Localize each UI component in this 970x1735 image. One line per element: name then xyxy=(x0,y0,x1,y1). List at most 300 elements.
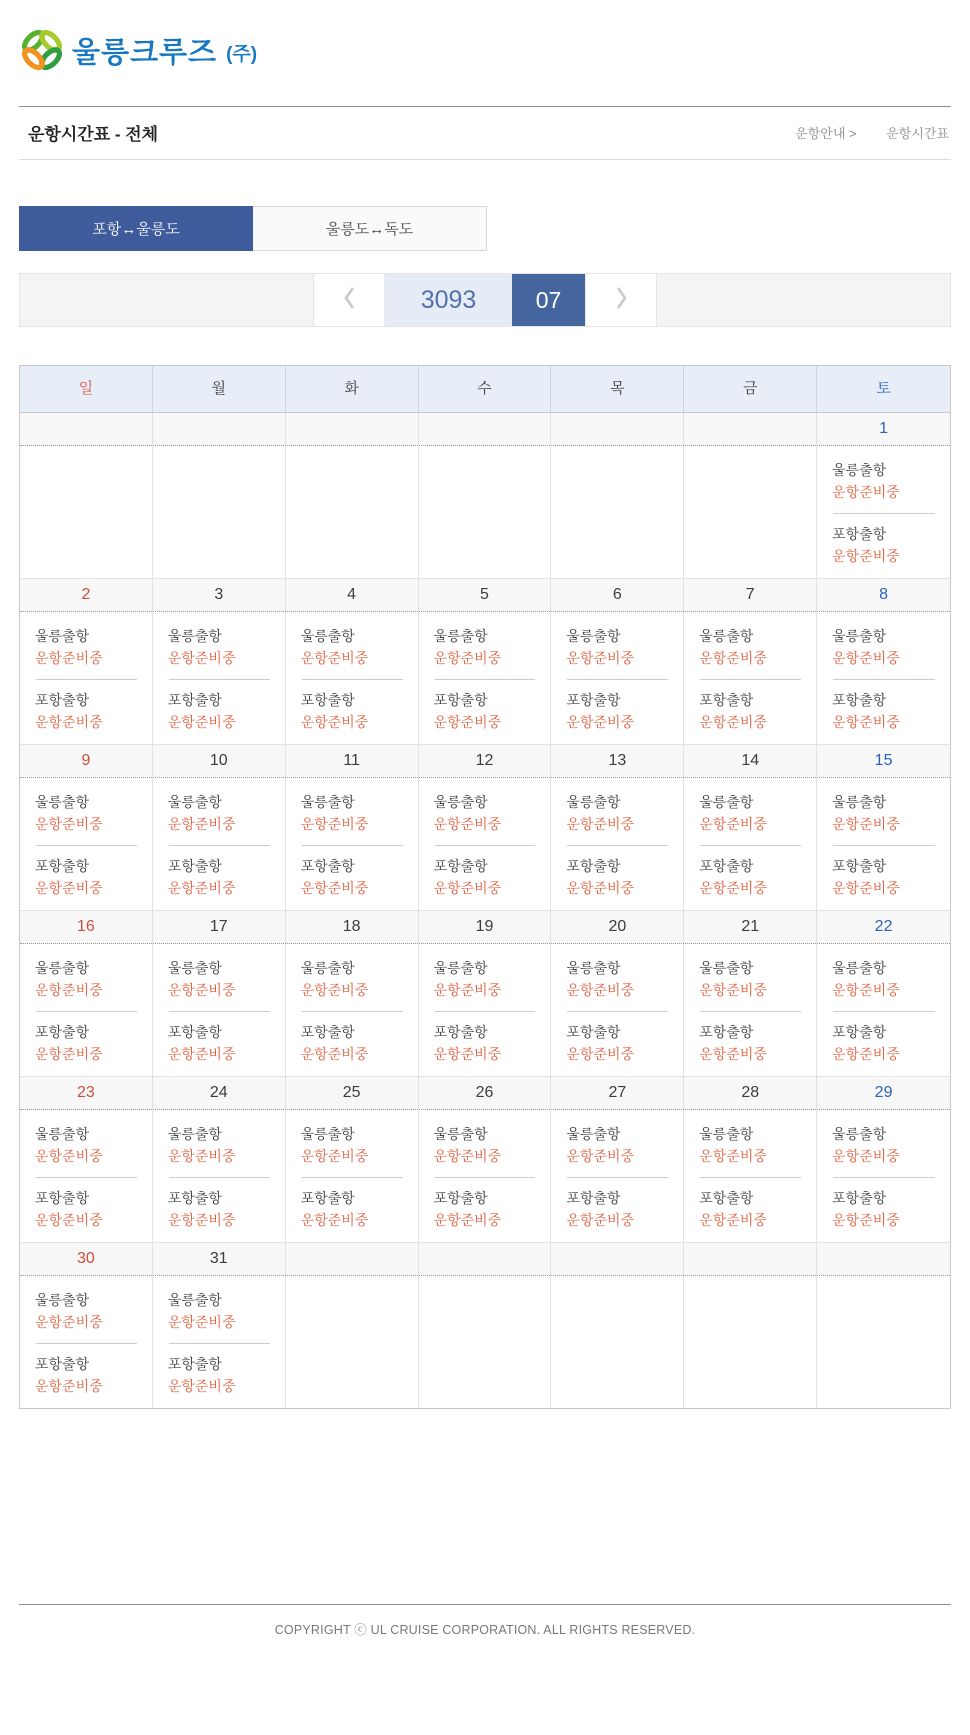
date-number-6: 6 xyxy=(551,579,684,611)
weekday-header-1: 월 xyxy=(153,366,286,412)
departure-label: 포항출항 xyxy=(35,1024,90,1040)
departure-label: 울릉출항 xyxy=(167,628,222,644)
schedule-entry xyxy=(832,691,942,732)
entry-divider xyxy=(169,1343,270,1344)
schedule-entry xyxy=(699,691,808,732)
date-empty xyxy=(20,413,153,445)
schedule-entry xyxy=(699,1023,808,1064)
day-cell-empty xyxy=(419,446,552,578)
pager-month: 07 xyxy=(512,274,585,326)
status-label: 운항준비중 xyxy=(35,1314,103,1330)
entry-divider xyxy=(36,1011,137,1012)
day-cell-16 xyxy=(20,944,153,1076)
departure-label: 울릉출항 xyxy=(832,628,887,644)
departure-label: 포항출항 xyxy=(832,526,887,542)
departure-label: 울릉출항 xyxy=(566,794,621,810)
entry-divider xyxy=(833,845,935,846)
brand-logo[interactable] xyxy=(19,0,951,73)
route-tabs xyxy=(19,206,951,251)
date-number-24: 24 xyxy=(153,1077,286,1109)
day-cell-8 xyxy=(817,612,950,744)
status-label: 운항준비중 xyxy=(300,816,369,832)
day-cell-11 xyxy=(286,778,419,910)
entry-divider xyxy=(302,1011,403,1012)
status-label: 운항준비중 xyxy=(566,714,635,730)
status-label: 운항준비중 xyxy=(566,650,635,666)
date-number-2: 2 xyxy=(20,579,153,611)
schedule-entry xyxy=(699,959,808,1000)
entry-divider xyxy=(833,1177,935,1178)
schedule-entry xyxy=(301,793,410,834)
departure-label: 울릉출항 xyxy=(832,1126,887,1142)
weekday-header-5: 금 xyxy=(684,366,817,412)
entry-divider xyxy=(435,679,536,680)
departure-label: 포항출항 xyxy=(167,1356,222,1372)
day-cell-empty xyxy=(684,1276,817,1408)
date-number-1: 1 xyxy=(879,420,889,437)
status-label: 운항준비중 xyxy=(300,880,369,896)
departure-label: 울릉출항 xyxy=(433,960,488,976)
departure-label: 울릉출항 xyxy=(832,794,887,810)
status-label: 운항준비중 xyxy=(300,650,369,666)
departure-label: 울릉출항 xyxy=(300,960,355,976)
departure-label: 포항출항 xyxy=(566,1024,621,1040)
departure-label: 포항출항 xyxy=(167,1190,222,1206)
entry-divider xyxy=(435,1011,536,1012)
departure-label: 울릉출항 xyxy=(35,1126,90,1142)
schedule-entry xyxy=(832,627,942,668)
status-label: 운항준비중 xyxy=(300,714,369,730)
schedule-entry xyxy=(301,1125,410,1166)
status-label: 운항준비중 xyxy=(167,1378,236,1394)
status-label: 운항준비중 xyxy=(35,816,103,832)
entry-divider xyxy=(700,845,801,846)
schedule-entry xyxy=(168,1125,277,1166)
status-label: 운항준비중 xyxy=(433,650,502,666)
date-empty xyxy=(684,1243,817,1275)
date-number-10: 10 xyxy=(153,745,286,777)
day-cell-empty xyxy=(817,1276,950,1408)
status-label: 운항준비중 xyxy=(832,1212,900,1228)
status-label: 운항준비중 xyxy=(300,1148,369,1164)
day-cell-10 xyxy=(153,778,286,910)
departure-label: 울릉출항 xyxy=(566,628,621,644)
breadcrumb-current[interactable]: 운항시간표 xyxy=(886,126,949,141)
schedule-entry xyxy=(566,959,675,1000)
day-cell-21 xyxy=(684,944,817,1076)
weekday-header-3: 수 xyxy=(419,366,552,412)
departure-label: 울릉출항 xyxy=(167,1292,222,1308)
departure-label: 포항출항 xyxy=(832,858,887,874)
departure-label: 울릉출항 xyxy=(433,794,488,810)
status-label: 운항준비중 xyxy=(699,880,767,896)
date-number-28: 28 xyxy=(684,1077,817,1109)
schedule-entry xyxy=(168,959,277,1000)
next-month-button[interactable] xyxy=(585,274,657,326)
schedule-entry xyxy=(168,793,277,834)
date-empty xyxy=(286,1243,419,1275)
status-label: 운항준비중 xyxy=(167,1046,236,1062)
schedule-entry xyxy=(35,1023,144,1064)
day-cell-27 xyxy=(551,1110,684,1242)
day-cell-empty xyxy=(419,1276,552,1408)
date-number-8: 8 xyxy=(879,586,889,603)
day-cell-14 xyxy=(684,778,817,910)
schedule-entry xyxy=(35,1125,144,1166)
status-label: 운항준비중 xyxy=(433,1046,502,1062)
departure-label: 울릉출항 xyxy=(699,794,754,810)
weekday-header-0: 일 xyxy=(20,366,153,412)
schedule-entry xyxy=(566,793,675,834)
departure-label: 울릉출항 xyxy=(433,628,488,644)
day-cell-empty xyxy=(684,446,817,578)
date-number-20: 20 xyxy=(551,911,684,943)
departure-label: 울릉출항 xyxy=(35,794,90,810)
schedule-entry xyxy=(566,1125,675,1166)
date-number-16: 16 xyxy=(20,911,153,943)
status-label: 운항준비중 xyxy=(832,982,900,998)
entry-divider xyxy=(567,1177,668,1178)
day-cell-4 xyxy=(286,612,419,744)
status-label: 운항준비중 xyxy=(699,1212,767,1228)
status-label: 운항준비중 xyxy=(433,1212,502,1228)
schedule-entry xyxy=(699,857,808,898)
status-label: 운항준비중 xyxy=(35,1378,103,1394)
day-cell-19 xyxy=(419,944,552,1076)
departure-label: 포항출항 xyxy=(566,1190,621,1206)
status-label: 운항준비중 xyxy=(566,1148,635,1164)
entry-divider xyxy=(700,1011,801,1012)
status-label: 운항준비중 xyxy=(699,982,767,998)
entry-divider xyxy=(435,1177,536,1178)
date-number-11: 11 xyxy=(286,745,419,777)
day-cell-23 xyxy=(20,1110,153,1242)
entry-divider xyxy=(302,845,403,846)
date-empty xyxy=(684,413,817,445)
departure-label: 포항출항 xyxy=(35,858,90,874)
schedule-entry xyxy=(434,857,543,898)
departure-label: 포항출항 xyxy=(433,1024,488,1040)
schedule-entry xyxy=(699,1189,808,1230)
schedule-entry xyxy=(301,627,410,668)
departure-label: 울릉출항 xyxy=(699,628,754,644)
status-label: 운항준비중 xyxy=(699,1046,767,1062)
schedule-entry xyxy=(566,627,675,668)
date-number-22: 22 xyxy=(874,918,893,935)
departure-label: 포항출항 xyxy=(566,858,621,874)
departure-label: 울릉출항 xyxy=(699,960,754,976)
status-label: 운항준비중 xyxy=(699,650,767,666)
status-label: 운항준비중 xyxy=(433,714,502,730)
entry-divider xyxy=(169,1011,270,1012)
departure-label: 포항출항 xyxy=(699,1024,754,1040)
schedule-entry xyxy=(434,1125,543,1166)
schedule-entry xyxy=(832,1189,942,1230)
schedule-entry xyxy=(35,793,144,834)
status-label: 운항준비중 xyxy=(433,1148,502,1164)
date-empty xyxy=(551,1243,684,1275)
flower-pinwheel-icon xyxy=(19,27,65,73)
schedule-entry xyxy=(699,793,808,834)
status-label: 운항준비중 xyxy=(35,1148,103,1164)
page-footer xyxy=(0,1604,970,1735)
departure-label: 포항출항 xyxy=(35,1190,90,1206)
date-number-4: 4 xyxy=(286,579,419,611)
departure-label: 포항출항 xyxy=(832,1190,887,1206)
tab-ulleungdo-dokdo[interactable]: 울릉도↔독도 xyxy=(253,206,487,251)
chevron-left-icon xyxy=(342,285,357,316)
schedule-entry xyxy=(566,691,675,732)
entry-divider xyxy=(567,1011,668,1012)
departure-label: 포항출항 xyxy=(300,1024,355,1040)
status-label: 운항준비중 xyxy=(566,1046,635,1062)
departure-label: 울릉출항 xyxy=(300,1126,355,1142)
weekday-header-4: 목 xyxy=(551,366,684,412)
status-label: 운항준비중 xyxy=(566,880,635,896)
status-label: 운항준비중 xyxy=(699,816,767,832)
brand-name: 울릉크루즈 xyxy=(72,36,218,69)
status-label: 운항준비중 xyxy=(832,484,900,500)
schedule-entry xyxy=(566,1189,675,1230)
departure-label: 포항출항 xyxy=(167,1024,222,1040)
schedule-entry xyxy=(832,793,942,834)
day-cell-2 xyxy=(20,612,153,744)
day-cell-18 xyxy=(286,944,419,1076)
schedule-entry xyxy=(301,959,410,1000)
day-cell-empty xyxy=(20,446,153,578)
departure-label: 울릉출항 xyxy=(35,628,90,644)
departure-label: 울릉출항 xyxy=(566,1126,621,1142)
entry-divider xyxy=(567,679,668,680)
weekday-header-2: 화 xyxy=(286,366,419,412)
day-cell-empty xyxy=(153,446,286,578)
schedule-entry xyxy=(699,1125,808,1166)
tab-pohang-ulleungdo[interactable]: 포항↔울릉도 xyxy=(19,206,253,251)
breadcrumb-section[interactable]: 운항안내 > xyxy=(795,126,857,141)
status-label: 운항준비중 xyxy=(300,1212,369,1228)
date-number-25: 25 xyxy=(286,1077,419,1109)
entry-divider xyxy=(36,1343,137,1344)
day-cell-28 xyxy=(684,1110,817,1242)
departure-label: 포항출항 xyxy=(832,1024,887,1040)
pager-year: 3093 xyxy=(385,274,512,326)
day-cell-12 xyxy=(419,778,552,910)
departure-label: 울릉출항 xyxy=(699,1126,754,1142)
date-empty xyxy=(419,413,552,445)
departure-label: 포항출항 xyxy=(433,858,488,874)
status-label: 운항준비중 xyxy=(35,714,103,730)
chevron-right-icon xyxy=(614,285,629,316)
page-title: 운항시간표 - 전체 xyxy=(28,125,159,144)
departure-label: 포항출항 xyxy=(832,692,887,708)
status-label: 운항준비중 xyxy=(35,880,103,896)
status-label: 운항준비중 xyxy=(832,1046,900,1062)
schedule-entry xyxy=(434,1023,543,1064)
day-cell-empty xyxy=(551,446,684,578)
status-label: 운항준비중 xyxy=(832,1148,900,1164)
day-cell-25 xyxy=(286,1110,419,1242)
entry-divider xyxy=(36,1177,137,1178)
day-cell-15 xyxy=(817,778,950,910)
schedule-entry xyxy=(168,1023,277,1064)
status-label: 운항준비중 xyxy=(167,1314,236,1330)
status-label: 운항준비중 xyxy=(167,650,236,666)
entry-divider xyxy=(302,1177,403,1178)
date-number-3: 3 xyxy=(153,579,286,611)
date-number-29: 29 xyxy=(874,1084,893,1101)
departure-label: 포항출항 xyxy=(699,1190,754,1206)
schedule-entry xyxy=(35,691,144,732)
schedule-entry xyxy=(301,691,410,732)
status-label: 운항준비중 xyxy=(699,714,767,730)
schedule-entry xyxy=(35,627,144,668)
date-empty xyxy=(419,1243,552,1275)
status-label: 운항준비중 xyxy=(300,982,369,998)
date-number-12: 12 xyxy=(419,745,552,777)
day-cell-24 xyxy=(153,1110,286,1242)
schedule-entry xyxy=(35,1291,144,1332)
date-number-14: 14 xyxy=(684,745,817,777)
schedule-entry xyxy=(168,627,277,668)
entry-divider xyxy=(567,845,668,846)
date-number-21: 21 xyxy=(684,911,817,943)
entry-divider xyxy=(169,1177,270,1178)
prev-month-button[interactable] xyxy=(313,274,385,326)
departure-label: 포항출항 xyxy=(35,692,90,708)
entry-divider xyxy=(833,679,935,680)
date-number-19: 19 xyxy=(419,911,552,943)
departure-label: 울릉출항 xyxy=(566,960,621,976)
departure-label: 울릉출항 xyxy=(35,960,90,976)
date-number-27: 27 xyxy=(551,1077,684,1109)
entry-divider xyxy=(700,1177,801,1178)
schedule-entry xyxy=(434,793,543,834)
schedule-entry xyxy=(301,1023,410,1064)
departure-label: 포항출항 xyxy=(566,692,621,708)
date-number-15: 15 xyxy=(874,752,893,769)
entry-divider xyxy=(36,679,137,680)
departure-label: 울릉출항 xyxy=(35,1292,90,1308)
schedule-calendar xyxy=(19,365,951,1409)
status-label: 운항준비중 xyxy=(167,982,236,998)
departure-label: 포항출항 xyxy=(167,858,222,874)
schedule-entry xyxy=(35,959,144,1000)
status-label: 운항준비중 xyxy=(300,1046,369,1062)
status-label: 운항준비중 xyxy=(433,880,502,896)
status-label: 운항준비중 xyxy=(167,1148,236,1164)
entry-divider xyxy=(36,845,137,846)
entry-divider xyxy=(302,679,403,680)
schedule-entry xyxy=(35,1189,144,1230)
month-pager xyxy=(19,273,951,327)
entry-divider xyxy=(435,845,536,846)
date-empty xyxy=(286,413,419,445)
schedule-entry xyxy=(434,691,543,732)
status-label: 운항준비중 xyxy=(566,982,635,998)
schedule-entry xyxy=(832,1023,942,1064)
status-label: 운항준비중 xyxy=(566,1212,635,1228)
schedule-entry xyxy=(832,461,942,502)
day-cell-13 xyxy=(551,778,684,910)
departure-label: 포항출항 xyxy=(300,858,355,874)
status-label: 운항준비중 xyxy=(699,1148,767,1164)
status-label: 운항준비중 xyxy=(35,982,103,998)
departure-label: 포항출항 xyxy=(300,692,355,708)
brand-suffix: (주) xyxy=(226,43,258,65)
status-label: 운항준비중 xyxy=(832,880,900,896)
day-cell-empty xyxy=(286,1276,419,1408)
departure-label: 포항출항 xyxy=(433,692,488,708)
calendar-body xyxy=(20,413,950,1408)
status-label: 운항준비중 xyxy=(35,1212,103,1228)
day-cell-6 xyxy=(551,612,684,744)
schedule-entry xyxy=(434,959,543,1000)
status-label: 운항준비중 xyxy=(167,816,236,832)
schedule-entry xyxy=(832,959,942,1000)
schedule-entry xyxy=(35,1355,144,1396)
status-label: 운항준비중 xyxy=(832,714,900,730)
schedule-entry xyxy=(434,627,543,668)
date-empty xyxy=(817,1243,950,1275)
day-cell-7 xyxy=(684,612,817,744)
day-cell-empty xyxy=(286,446,419,578)
status-label: 운항준비중 xyxy=(832,816,900,832)
day-cell-26 xyxy=(419,1110,552,1242)
status-label: 운항준비중 xyxy=(167,880,236,896)
date-empty xyxy=(551,413,684,445)
weekday-header-6: 토 xyxy=(876,380,891,397)
copyright-text: COPYRIGHT ⓒ UL CRUISE CORPORATION. ALL RIGHTS RESERVED. xyxy=(274,1623,696,1637)
date-number-7: 7 xyxy=(684,579,817,611)
schedule-entry xyxy=(301,1189,410,1230)
day-cell-9 xyxy=(20,778,153,910)
schedule-entry xyxy=(35,857,144,898)
status-label: 운항준비중 xyxy=(433,816,502,832)
day-cell-30 xyxy=(20,1276,153,1408)
status-label: 운항준비중 xyxy=(35,1046,103,1062)
day-cell-22 xyxy=(817,944,950,1076)
status-label: 운항준비중 xyxy=(566,816,635,832)
date-number-5: 5 xyxy=(419,579,552,611)
schedule-entry xyxy=(566,1023,675,1064)
day-cell-31 xyxy=(153,1276,286,1408)
departure-label: 울릉출항 xyxy=(832,960,887,976)
schedule-entry xyxy=(832,525,942,566)
schedule-entry xyxy=(168,1189,277,1230)
status-label: 운항준비중 xyxy=(35,650,103,666)
status-label: 운항준비중 xyxy=(167,714,236,730)
schedule-entry xyxy=(168,691,277,732)
departure-label: 포항출항 xyxy=(167,692,222,708)
day-cell-29 xyxy=(817,1110,950,1242)
date-number-17: 17 xyxy=(153,911,286,943)
status-label: 운항준비중 xyxy=(832,548,900,564)
entry-divider xyxy=(700,679,801,680)
schedule-entry xyxy=(434,1189,543,1230)
day-cell-20 xyxy=(551,944,684,1076)
status-label: 운항준비중 xyxy=(167,1212,236,1228)
departure-label: 울릉출항 xyxy=(433,1126,488,1142)
date-number-31: 31 xyxy=(153,1243,286,1275)
departure-label: 포항출항 xyxy=(433,1190,488,1206)
date-number-9: 9 xyxy=(20,745,153,777)
date-number-13: 13 xyxy=(551,745,684,777)
departure-label: 울릉출항 xyxy=(300,628,355,644)
date-empty xyxy=(153,413,286,445)
entry-divider xyxy=(169,679,270,680)
schedule-entry xyxy=(168,1355,277,1396)
departure-label: 울릉출항 xyxy=(832,462,887,478)
